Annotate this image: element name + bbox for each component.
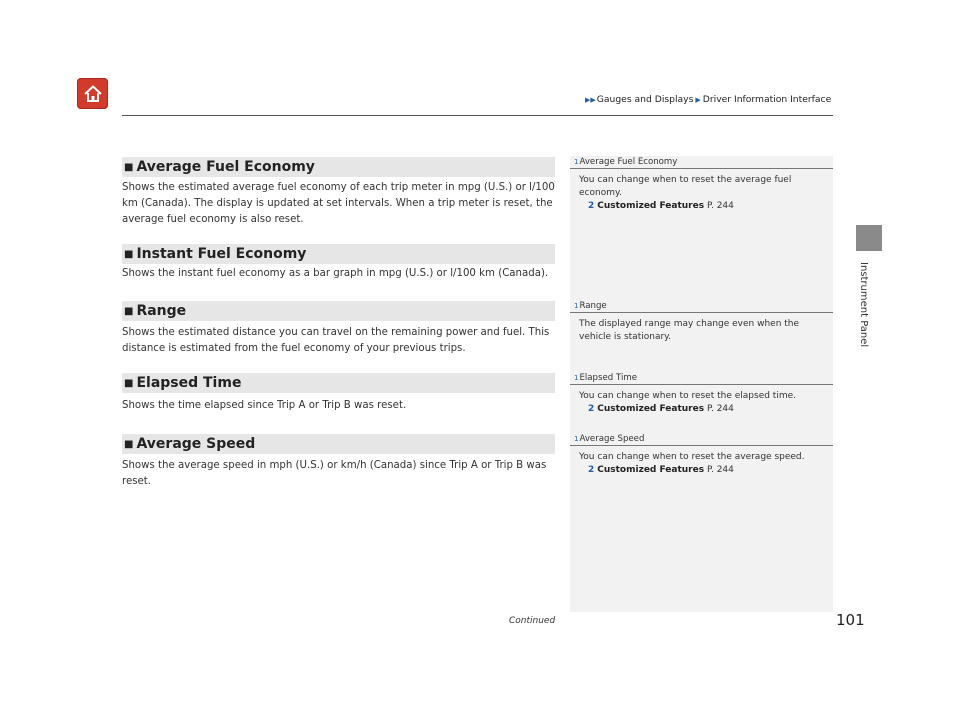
section-heading: ■ Average Fuel Economy (122, 157, 555, 177)
section-text: Shows the estimated distance you can travel on the remaining power and fuel. This distance is estimated from the fuel economy of your previous trips. (122, 327, 550, 354)
link-arrow-icon: 2 (588, 201, 595, 211)
square-bullet-icon: ■ (124, 248, 134, 260)
section-text: Shows the instant fuel economy as a bar graph in mpg (U.S.) or l/100 km (Canada). (122, 268, 549, 279)
page-number: 101 (836, 611, 865, 629)
square-bullet-icon: ■ (124, 305, 134, 317)
note-ref-icon: 1 (574, 158, 579, 166)
home-icon (82, 83, 104, 105)
square-bullet-icon: ■ (124, 438, 134, 450)
customized-features-link[interactable]: 2 Customized Features P. 244 (588, 404, 734, 414)
link-arrow-icon: 2 (588, 465, 595, 475)
customized-features-link[interactable]: 2 Customized Features P. 244 (588, 465, 734, 475)
note-title: 1Elapsed Time (570, 373, 833, 385)
customized-features-link[interactable]: 2 Customized Features P. 244 (588, 201, 734, 211)
note-body: The displayed range may change even when the vehicle is stationary. (579, 319, 800, 342)
note-ref-icon: 1 (574, 302, 579, 310)
home-button[interactable] (77, 78, 108, 109)
chapter-tab[interactable] (856, 225, 882, 251)
chapter-label: Instrument Panel (858, 262, 869, 348)
link-arrow-icon: 2 (588, 404, 595, 414)
section-heading: ■ Range (122, 301, 555, 321)
section-heading: ■ Average Speed (122, 434, 555, 454)
note-title: 1Average Fuel Economy (570, 157, 833, 169)
note-body: You can change when to reset the elapsed time. 2 Customized Features P. 244 (579, 390, 819, 416)
double-arrow-icon: ▶▶ (585, 95, 596, 104)
square-bullet-icon: ■ (124, 161, 134, 173)
note-ref-icon: 1 (574, 374, 579, 382)
breadcrumb (585, 94, 831, 105)
section-text: Shows the average speed in mph (U.S.) or km/h (Canada) since Trip A or Trip B was reset. (122, 460, 547, 487)
section-text: Shows the estimated average fuel economy of each trip meter in mpg (U.S.) or l/100 km (Canada). The display is updated at set intervals. When a trip meter is reset, the average fuel economy is also reset. (122, 182, 555, 225)
section-text: Shows the time elapsed since Trip A or Trip B was reset. (122, 400, 407, 411)
note-body: You can change when to reset the average speed. 2 Customized Features P. 244 (579, 451, 819, 477)
section-heading: ■ Elapsed Time (122, 373, 555, 393)
arrow-icon: ▶ (695, 95, 701, 104)
header-rule (122, 115, 833, 116)
breadcrumb-item-gauges[interactable]: Gauges and Displays (596, 94, 694, 105)
note-ref-icon: 1 (574, 435, 579, 443)
square-bullet-icon: ■ (124, 377, 134, 389)
note-body: You can change when to reset the average fuel economy. 2 Customized Features P. 244 (579, 174, 819, 213)
breadcrumb-item-driver-info[interactable]: Driver Information Interface (702, 94, 832, 105)
continued-label: Continued (509, 616, 556, 626)
note-title: 1Average Speed (570, 434, 833, 446)
section-heading: ■ Instant Fuel Economy (122, 244, 555, 264)
note-title: 1Range (570, 301, 833, 313)
